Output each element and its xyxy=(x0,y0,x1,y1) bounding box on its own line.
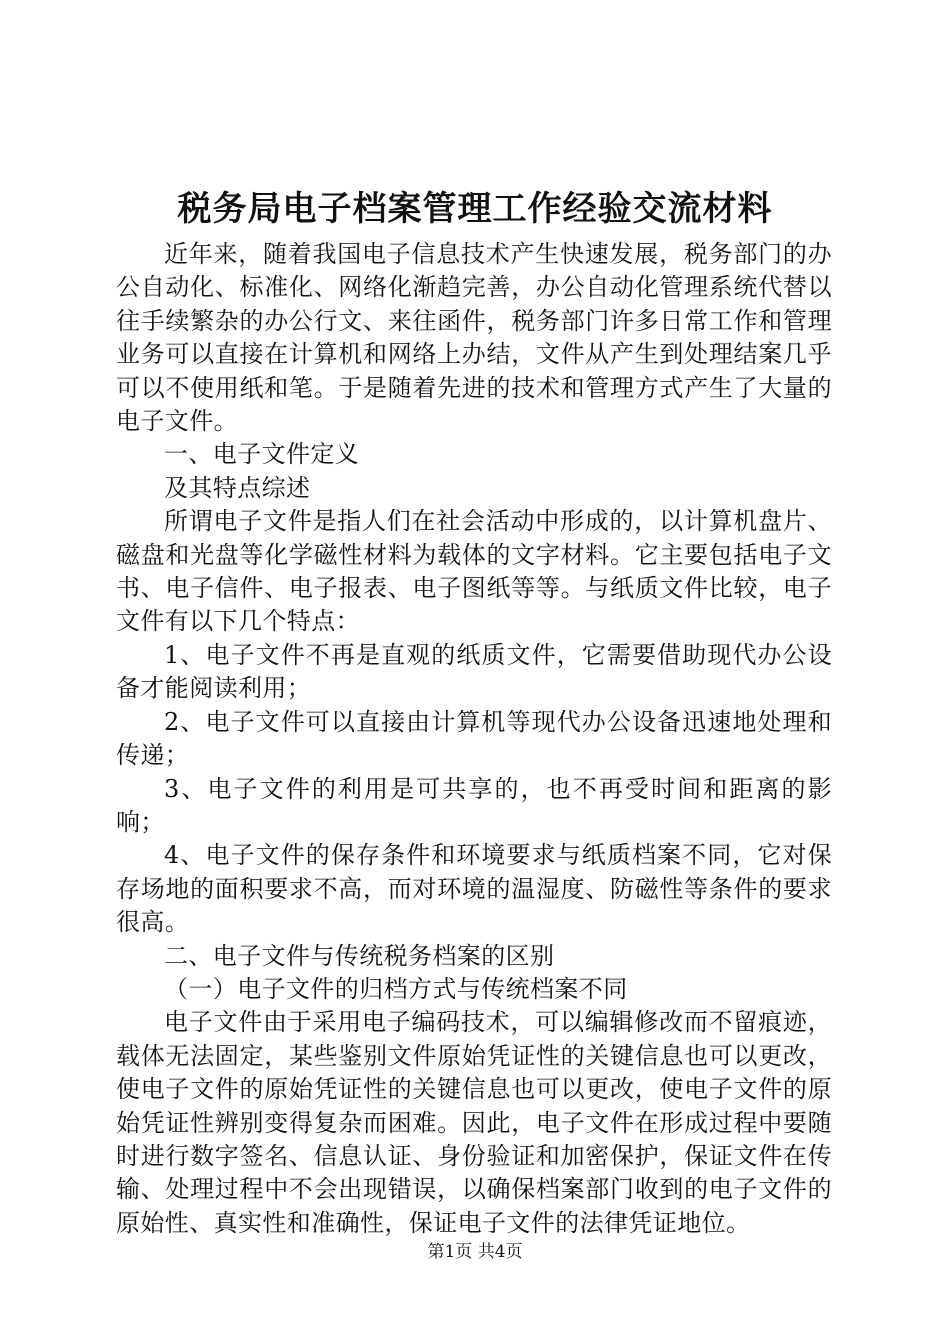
list-item-4: 4、电子文件的保存条件和环境要求与纸质档案不同，它对保存场地的面积要求不高，而对环境的温湿度、防磁性等条件的要求很高。 xyxy=(116,841,832,937)
section-heading-2: 二、电子文件与传统税务档案的区别 xyxy=(164,941,555,970)
page-footer: 第1页 共4页 xyxy=(427,1242,523,1262)
document-title: 税务局电子档案管理工作经验交流材料 xyxy=(177,189,773,229)
document-body xyxy=(116,238,832,1240)
section-heading-1: 一、电子文件定义 xyxy=(164,440,360,469)
paragraph-archiving: 电子文件由于采用电子编码技术，可以编辑修改而不留痕迹，载体无法固定，某些鉴别文件原始凭证性的关键信息也可以更改，使电子文件的原始凭证性的关键信息也可以更改，使电子文件的原始凭证性辨别变得复杂而困难。因此，电子文件在形成过程中要随时进行数字签名、信息认证、身份验证和加密保护，保证文件在传输、处理过程中不会出现错误，以确保档案部门收到的电子文件的原始性、真实性和准确性，保证电子文件的法律凭证地位。 xyxy=(116,1008,832,1237)
section-heading-1-continued: 及其特点综述 xyxy=(164,473,311,502)
list-item-3: 3、电子文件的利用是可共享的，也不再受时间和距离的影响； xyxy=(116,774,832,836)
subsection-heading-1: （一）电子文件的归档方式与传统档案不同 xyxy=(164,974,628,1003)
paragraph-intro: 近年来，随着我国电子信息技术产生快速发展，税务部门的办公自动化、标准化、网络化渐趋完善，办公自动化管理系统代替以往手续繁杂的办公行文、来往函件，税务部门许多日常工作和管理业务可以直接在计算机和网络上办结，文件从产生到处理结案几乎可以不使用纸和笔。于是随着先进的技术和管理方式产生了大量的电子文件。 xyxy=(116,240,832,436)
list-item-2: 2、电子文件可以直接由计算机等现代办公设备迅速地处理和传递； xyxy=(116,707,832,770)
list-item-1: 1、电子文件不再是直观的纸质文件，它需要借助现代办公设备才能阅读利用； xyxy=(116,640,832,703)
paragraph-definition: 所谓电子文件是指人们在社会活动中形成的，以计算机盘片、磁盘和光盘等化学磁性材料为载体的文字材料。它主要包括电子文书、电子信件、电子报表、电子图纸等等。与纸质文件比较，电子文件有以下几个特点： xyxy=(116,507,832,636)
